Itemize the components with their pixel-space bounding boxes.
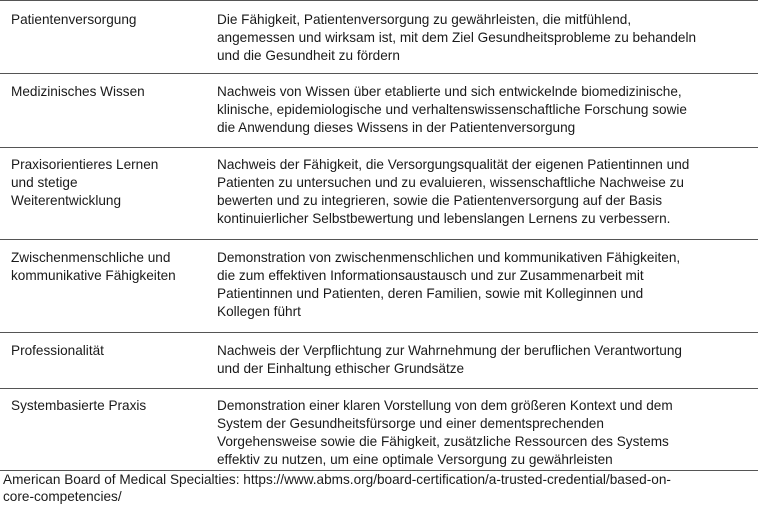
competency-description: Nachweis von Wissen über etablierte und sich entwickelnde biomedizinische, klinische, epidemiologische und verhaltenswissenschaftliche Forschung sowie die Anwendung dieses Wissens in der Patientenversorgung xyxy=(217,84,687,135)
table-row xyxy=(0,333,758,389)
table-row xyxy=(0,74,758,148)
competency-term: Professionalität xyxy=(11,343,104,358)
table-row xyxy=(0,240,758,333)
competency-term: Patientenversorgung xyxy=(11,12,137,27)
table-row xyxy=(0,389,758,471)
competency-description: Nachweis der Fähigkeit, die Versorgungsqualität der eigenen Patientinnen und Patienten zu untersuchen und zu evaluieren, wissenschaftliche Nachweise zu bewerten und zu integrieren, sowie die Patientenversorgung auf der Basis kontinuierlicher Selbstbewertung und lebenslangen Lernens zu verbessern. xyxy=(217,157,690,226)
competency-term: Medizinisches Wissen xyxy=(11,84,145,99)
competency-description: Die Fähigkeit, Patientenversorgung zu gewährleisten, die mitfühlend, angemessen und wirksam ist, mit dem Ziel Gesundheitsprobleme zu behandeln und die Gesundheit zu fördern xyxy=(217,12,697,63)
table-row xyxy=(0,148,758,240)
competency-description: Demonstration einer klaren Vorstellung von dem größeren Kontext und dem System der Gesundheitsfürsorge und einer dementsprechenden Vorgehensweise sowie die Fähigkeit, zusätzliche Ressourcen des Systems effektiv zu nutzen, um eine optimale Versorgung zu gewährleisten xyxy=(217,398,673,467)
table-row xyxy=(0,1,758,74)
competency-description: Nachweis der Verpflichtung zur Wahrnehmung der beruflichen Verantwortung und der Einhaltung ethischer Grundsätze xyxy=(217,343,682,376)
competency-term: Praxisorientieres Lernen und stetige Weiterentwicklung xyxy=(11,157,159,208)
source-citation: American Board of Medical Specialties: https://www.abms.org/board-certification/a-trusted-credential/based-on- core-competencies/ xyxy=(3,472,671,504)
competency-description: Demonstration von zwischenmenschlichen und kommunikativen Fähigkeiten, die zum effektiven Informationsaustausch und zur Zusammenarbeit mit Patientinnen und Patienten, deren Familien, sowie mit Kolleginnen und Kollegen führt xyxy=(217,250,681,319)
competency-term: Systembasierte Praxis xyxy=(11,398,147,413)
competency-term: Zwischenmenschliche und kommunikative Fähigkeiten xyxy=(11,250,176,283)
